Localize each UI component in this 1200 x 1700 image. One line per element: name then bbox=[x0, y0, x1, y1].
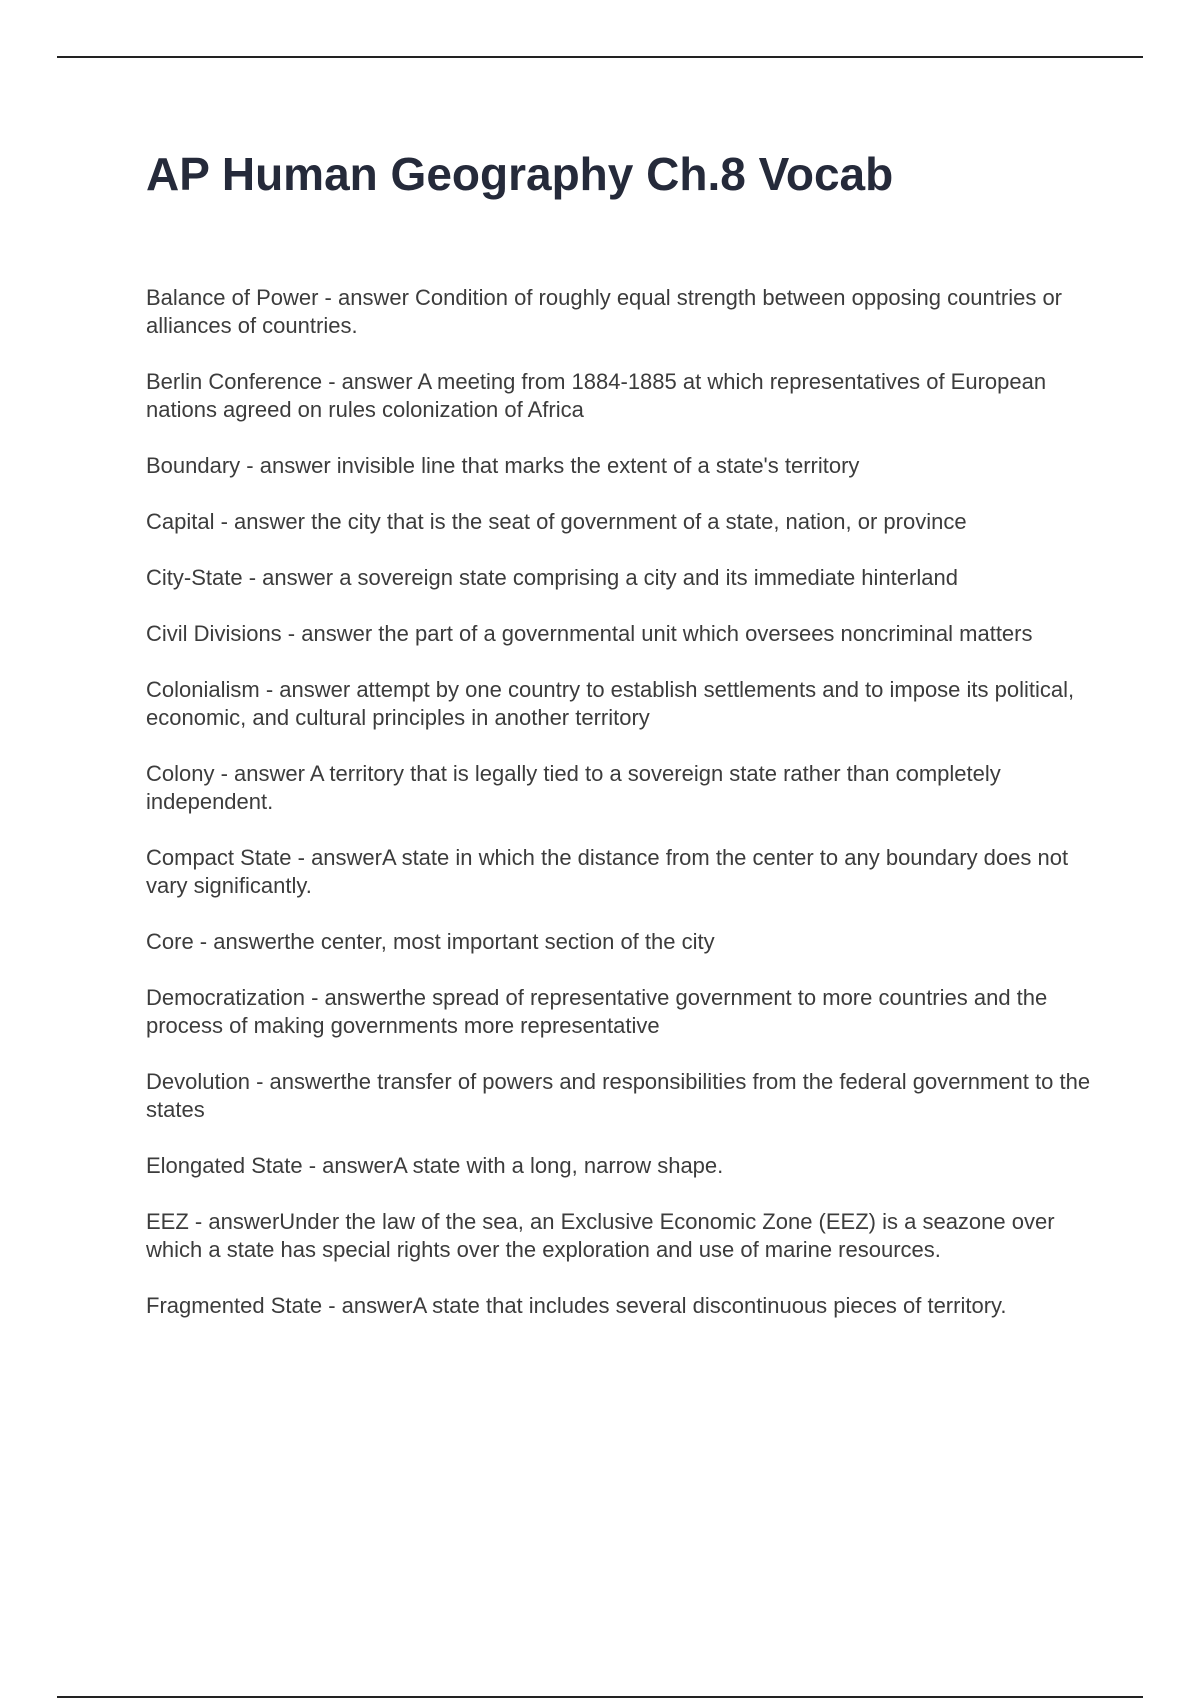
vocab-term: Elongated State bbox=[146, 1153, 303, 1178]
vocab-definition: attempt by one country to establish settlements and to impose its political, economic, and cultural principles in another territory bbox=[146, 677, 1075, 730]
answer-separator: - answer bbox=[249, 1069, 341, 1094]
vocab-definition: the city that is the seat of government of a state, nation, or province bbox=[311, 509, 967, 534]
vocab-entry bbox=[146, 564, 1106, 592]
answer-separator: - answer bbox=[281, 621, 379, 646]
vocab-entry bbox=[146, 1208, 1106, 1264]
vocab-entry bbox=[146, 508, 1106, 536]
vocab-term: Colony bbox=[146, 761, 215, 786]
answer-separator: - answer bbox=[242, 565, 340, 590]
vocab-definition: Under the law of the sea, an Exclusive Economic Zone (EEZ) is a seazone over which a state has special rights over the exploration and use of marine resources. bbox=[146, 1209, 1055, 1262]
answer-separator: - answer bbox=[214, 509, 312, 534]
vocab-definition: the part of a governmental unit which oversees noncriminal matters bbox=[378, 621, 1033, 646]
vocab-definition: A state that includes several discontinuous pieces of territory. bbox=[412, 1293, 1007, 1318]
vocab-entry bbox=[146, 1152, 1106, 1180]
vocab-entry bbox=[146, 284, 1106, 340]
vocab-definition: Condition of roughly equal strength between opposing countries or alliances of countries. bbox=[146, 285, 1063, 338]
vocab-term: Colonialism bbox=[146, 677, 260, 702]
top-divider bbox=[57, 56, 1143, 58]
bottom-divider bbox=[57, 1696, 1143, 1698]
vocab-term: Boundary bbox=[146, 453, 241, 478]
document-page bbox=[146, 140, 1106, 1318]
answer-separator: - answer bbox=[322, 369, 418, 394]
answer-separator: - answer bbox=[291, 845, 382, 870]
vocab-term: Fragmented State bbox=[146, 1293, 323, 1318]
vocab-definition: invisible line that marks the extent of a state's territory bbox=[336, 453, 860, 478]
answer-separator: - answer bbox=[259, 677, 357, 702]
vocab-definition: A meeting from 1884-1885 at which representatives of European nations agreed on rules colonization of Africa bbox=[146, 369, 1047, 422]
answer-separator: - answer bbox=[322, 1293, 413, 1318]
vocab-entry bbox=[146, 452, 1106, 480]
vocab-entry bbox=[146, 844, 1106, 900]
vocab-term: City-State bbox=[146, 565, 243, 590]
vocab-term: Berlin Conference bbox=[146, 369, 323, 394]
vocab-entry bbox=[146, 984, 1106, 1040]
answer-separator: - answer bbox=[304, 985, 396, 1010]
answer-separator: - answer bbox=[240, 453, 337, 478]
vocab-term: Compact State bbox=[146, 845, 292, 870]
vocab-definition: A state with a long, narrow shape. bbox=[393, 1153, 724, 1178]
vocab-entry bbox=[146, 676, 1106, 732]
vocab-term: Devolution bbox=[146, 1069, 250, 1094]
vocab-entry bbox=[146, 928, 1106, 956]
vocab-term: Balance of Power bbox=[146, 285, 319, 310]
vocab-term: Core bbox=[146, 929, 194, 954]
vocab-entry bbox=[146, 1068, 1106, 1124]
vocab-term: Capital bbox=[146, 509, 215, 534]
answer-separator: - answer bbox=[318, 285, 416, 310]
answer-separator: - answer bbox=[188, 1209, 280, 1234]
vocab-term: Democratization bbox=[146, 985, 305, 1010]
answer-separator: - answer bbox=[302, 1153, 394, 1178]
vocab-entry bbox=[146, 760, 1106, 816]
vocab-entry bbox=[146, 1292, 1106, 1320]
vocab-definition: the spread of representative government to more countries and the process of making governments more representative bbox=[146, 985, 1048, 1038]
vocab-definition: A territory that is legally tied to a sovereign state rather than completely independent. bbox=[146, 761, 1001, 814]
vocab-term: EEZ bbox=[146, 1209, 189, 1234]
vocab-definition: the transfer of powers and responsibilities from the federal government to the states bbox=[146, 1069, 1091, 1122]
answer-separator: - answer bbox=[193, 929, 285, 954]
document-title: AP Human Geography Ch.8 Vocab bbox=[146, 148, 894, 200]
vocab-term: Civil Divisions bbox=[146, 621, 282, 646]
answer-separator: - answer bbox=[214, 761, 310, 786]
vocab-entry bbox=[146, 620, 1106, 648]
vocab-definition: a sovereign state comprising a city and its immediate hinterland bbox=[339, 565, 958, 590]
vocab-definition: A state in which the distance from the center to any boundary does not vary significantly. bbox=[146, 845, 1069, 898]
vocab-definition: the center, most important section of the city bbox=[284, 929, 715, 954]
vocab-entry bbox=[146, 368, 1106, 424]
vocab-list bbox=[146, 284, 1106, 1348]
